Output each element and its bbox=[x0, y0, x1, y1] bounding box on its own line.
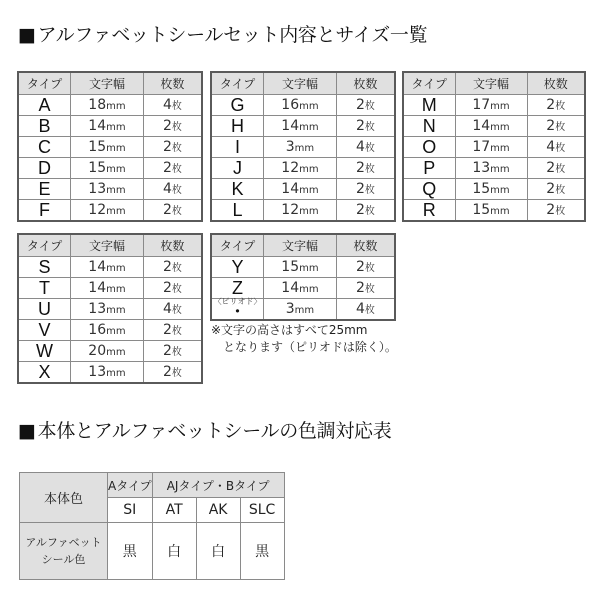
width-cell bbox=[71, 320, 144, 341]
width-cell bbox=[264, 158, 337, 179]
width-unit: mm bbox=[299, 122, 319, 133]
count-unit: 枚 bbox=[364, 284, 375, 295]
count-unit: 枚 bbox=[171, 206, 182, 217]
count-cell bbox=[143, 200, 202, 222]
letter-glyph: V bbox=[38, 320, 51, 340]
count-value: 2 bbox=[162, 259, 172, 275]
count-value: 4 bbox=[162, 181, 172, 197]
section-title-colors bbox=[18, 416, 391, 443]
width-unit: mm bbox=[106, 164, 126, 175]
width-unit: mm bbox=[106, 263, 126, 274]
count-cell bbox=[143, 158, 202, 179]
count-cell bbox=[336, 200, 395, 222]
count-cell bbox=[336, 158, 395, 179]
width-value: 14 bbox=[281, 280, 300, 296]
count-unit: 枚 bbox=[555, 143, 566, 154]
count-cell bbox=[143, 278, 202, 299]
letter-cell bbox=[18, 341, 71, 362]
count-unit: 枚 bbox=[171, 305, 182, 316]
width-unit: mm bbox=[106, 326, 126, 337]
width-cell bbox=[455, 137, 527, 158]
table-row bbox=[18, 200, 202, 222]
letter-cell bbox=[211, 299, 264, 321]
code-si: SI bbox=[108, 498, 153, 523]
count-cell bbox=[143, 137, 202, 158]
table-row bbox=[18, 179, 202, 200]
width-cell bbox=[71, 278, 144, 299]
width-unit: mm bbox=[490, 164, 510, 175]
letter-glyph: I bbox=[235, 137, 241, 157]
header-type-a: Aタイプ bbox=[108, 473, 153, 498]
letter-cell bbox=[18, 362, 71, 384]
count-cell bbox=[336, 299, 395, 321]
count-value: 2 bbox=[355, 259, 365, 275]
count-unit: 枚 bbox=[555, 206, 566, 217]
width-value: 15 bbox=[88, 160, 107, 176]
table-row bbox=[18, 158, 202, 179]
letter-glyph: J bbox=[233, 158, 243, 178]
width-cell bbox=[71, 179, 144, 200]
count-value: 2 bbox=[546, 118, 556, 134]
count-value: 4 bbox=[546, 139, 556, 155]
header-type: タイプ bbox=[18, 72, 71, 95]
count-unit: 枚 bbox=[364, 101, 375, 112]
letter-cell bbox=[403, 95, 455, 116]
width-cell bbox=[264, 200, 337, 222]
letter-cell bbox=[18, 299, 71, 320]
section-title-text: 本体とアルファベットシールの色調対応表 bbox=[37, 420, 392, 442]
letter-glyph: E bbox=[38, 179, 51, 199]
header-type: タイプ bbox=[211, 234, 264, 257]
count-unit: 枚 bbox=[171, 326, 182, 337]
width-cell bbox=[71, 257, 144, 278]
width-cell bbox=[455, 116, 527, 137]
letter-cell bbox=[403, 116, 455, 137]
header-type: タイプ bbox=[211, 72, 264, 95]
letter-glyph: Z bbox=[232, 278, 244, 298]
table-row bbox=[211, 158, 395, 179]
count-value: 2 bbox=[162, 118, 172, 134]
width-cell bbox=[71, 341, 144, 362]
width-cell bbox=[455, 200, 527, 222]
width-value: 12 bbox=[281, 160, 300, 176]
width-cell bbox=[71, 116, 144, 137]
width-unit: mm bbox=[490, 122, 510, 133]
count-value: 2 bbox=[355, 118, 365, 134]
table-row bbox=[18, 341, 202, 362]
width-unit: mm bbox=[490, 143, 510, 154]
letter-cell bbox=[18, 200, 71, 222]
width-cell bbox=[71, 95, 144, 116]
width-value: 15 bbox=[472, 202, 491, 218]
count-cell bbox=[336, 278, 395, 299]
count-cell bbox=[143, 320, 202, 341]
count-value: 2 bbox=[355, 181, 365, 197]
width-value: 14 bbox=[472, 118, 491, 134]
letter-glyph: Y bbox=[231, 257, 244, 277]
letter-glyph: U bbox=[38, 299, 52, 319]
width-value: 12 bbox=[88, 202, 107, 218]
count-value: 2 bbox=[162, 364, 172, 380]
code-at: AT bbox=[152, 498, 196, 523]
letter-cell bbox=[211, 179, 264, 200]
count-cell bbox=[527, 158, 585, 179]
width-unit: mm bbox=[294, 143, 315, 154]
letter-cell bbox=[18, 257, 71, 278]
letter-cell bbox=[403, 137, 455, 158]
table-row bbox=[403, 137, 585, 158]
count-cell bbox=[143, 341, 202, 362]
count-cell bbox=[527, 137, 585, 158]
count-unit: 枚 bbox=[171, 347, 182, 358]
width-value: 14 bbox=[281, 118, 300, 134]
header-width: 文字幅 bbox=[71, 234, 144, 257]
count-unit: 枚 bbox=[171, 122, 182, 133]
count-cell bbox=[336, 116, 395, 137]
section-title-sizes bbox=[18, 20, 427, 47]
code-ak: AK bbox=[196, 498, 240, 523]
letter-glyph: O bbox=[422, 137, 437, 157]
table-row bbox=[18, 257, 202, 278]
count-unit: 枚 bbox=[364, 206, 375, 217]
count-value: 2 bbox=[355, 202, 365, 218]
table-row bbox=[18, 278, 202, 299]
count-unit: 枚 bbox=[364, 185, 375, 196]
letter-glyph: P bbox=[423, 158, 436, 178]
width-value: 13 bbox=[88, 181, 107, 197]
sticker-table-g-l bbox=[210, 71, 396, 222]
color-correspondence-table bbox=[19, 472, 285, 580]
table-row bbox=[211, 95, 395, 116]
width-unit: mm bbox=[490, 206, 510, 217]
letter-cell bbox=[18, 278, 71, 299]
width-cell bbox=[455, 179, 527, 200]
count-unit: 枚 bbox=[555, 164, 566, 175]
width-cell bbox=[71, 362, 144, 384]
width-value: 18 bbox=[88, 97, 107, 113]
table-row bbox=[403, 95, 585, 116]
letter-glyph: X bbox=[38, 362, 51, 382]
width-cell bbox=[264, 137, 337, 158]
letter-cell bbox=[18, 137, 71, 158]
width-value: 16 bbox=[88, 322, 107, 338]
header-width: 文字幅 bbox=[264, 72, 337, 95]
count-unit: 枚 bbox=[555, 122, 566, 133]
header-count: 枚数 bbox=[527, 72, 585, 95]
width-cell bbox=[264, 278, 337, 299]
letter-cell bbox=[403, 179, 455, 200]
letter-cell bbox=[403, 158, 455, 179]
width-unit: mm bbox=[106, 347, 126, 358]
width-unit: mm bbox=[106, 185, 126, 196]
table-row bbox=[211, 278, 395, 299]
table-row bbox=[211, 179, 395, 200]
width-unit: mm bbox=[106, 143, 126, 154]
count-cell bbox=[143, 179, 202, 200]
width-value: 20 bbox=[88, 343, 107, 359]
count-value: 2 bbox=[355, 97, 365, 113]
width-value: 17 bbox=[472, 97, 491, 113]
count-value: 2 bbox=[355, 160, 365, 176]
header-body-color: 本体色 bbox=[20, 473, 108, 523]
count-value: 2 bbox=[162, 202, 172, 218]
table-row bbox=[403, 116, 585, 137]
width-cell bbox=[264, 299, 337, 321]
table-row bbox=[211, 257, 395, 278]
count-cell bbox=[143, 257, 202, 278]
table-row bbox=[18, 320, 202, 341]
width-cell bbox=[264, 179, 337, 200]
note-line-1: ※文字の高さはすべて25mm bbox=[211, 323, 368, 337]
letter-glyph: C bbox=[38, 137, 52, 157]
header-type: タイプ bbox=[18, 234, 71, 257]
width-unit: mm bbox=[299, 284, 319, 295]
height-note bbox=[211, 322, 397, 356]
letter-glyph: M bbox=[421, 95, 437, 115]
count-cell bbox=[143, 362, 202, 384]
table-row bbox=[403, 158, 585, 179]
row-label-sticker-color bbox=[20, 523, 108, 580]
width-value: 15 bbox=[472, 181, 491, 197]
header-type-aj-b: AJタイプ・Bタイプ bbox=[152, 473, 284, 498]
count-unit: 枚 bbox=[171, 185, 182, 196]
letter-cell bbox=[211, 278, 264, 299]
count-unit: 枚 bbox=[171, 101, 182, 112]
count-cell bbox=[336, 95, 395, 116]
letter-cell bbox=[18, 158, 71, 179]
count-value: 2 bbox=[162, 139, 172, 155]
count-unit: 枚 bbox=[364, 122, 375, 133]
letter-glyph: ・ bbox=[228, 302, 247, 322]
count-unit: 枚 bbox=[364, 143, 375, 154]
count-value: 4 bbox=[355, 301, 365, 317]
header-type: タイプ bbox=[403, 72, 455, 95]
letter-glyph: R bbox=[422, 200, 436, 220]
letter-cell bbox=[18, 116, 71, 137]
letter-glyph: T bbox=[39, 278, 51, 298]
count-value: 2 bbox=[546, 202, 556, 218]
width-value: 15 bbox=[281, 259, 300, 275]
width-value: 14 bbox=[88, 280, 107, 296]
count-value: 4 bbox=[162, 97, 172, 113]
color-at: 白 bbox=[152, 523, 196, 580]
letter-glyph: S bbox=[38, 257, 51, 277]
width-cell bbox=[455, 158, 527, 179]
table-row bbox=[18, 116, 202, 137]
letter-cell bbox=[211, 158, 264, 179]
header-count: 枚数 bbox=[143, 234, 202, 257]
count-unit: 枚 bbox=[171, 284, 182, 295]
header-count: 枚数 bbox=[336, 234, 395, 257]
width-unit: mm bbox=[294, 305, 315, 316]
count-unit: 枚 bbox=[364, 263, 375, 274]
letter-glyph: W bbox=[36, 341, 54, 361]
width-unit: mm bbox=[299, 206, 319, 217]
count-cell bbox=[527, 179, 585, 200]
letter-cell bbox=[18, 320, 71, 341]
letter-cell bbox=[18, 179, 71, 200]
width-value: 3 bbox=[285, 139, 295, 155]
width-value: 15 bbox=[88, 139, 107, 155]
header-count: 枚数 bbox=[336, 72, 395, 95]
count-unit: 枚 bbox=[171, 143, 182, 154]
square-bullet-icon: ■ bbox=[18, 24, 36, 46]
count-value: 2 bbox=[546, 97, 556, 113]
count-unit: 枚 bbox=[555, 185, 566, 196]
count-value: 2 bbox=[162, 322, 172, 338]
letter-glyph: G bbox=[230, 95, 245, 115]
width-unit: mm bbox=[299, 185, 319, 196]
letter-glyph: H bbox=[231, 116, 245, 136]
letter-glyph: F bbox=[39, 200, 51, 220]
width-value: 17 bbox=[472, 139, 491, 155]
code-slc: SLC bbox=[240, 498, 284, 523]
width-unit: mm bbox=[299, 164, 319, 175]
count-value: 4 bbox=[355, 139, 365, 155]
count-value: 2 bbox=[355, 280, 365, 296]
table-row bbox=[18, 362, 202, 384]
letter-glyph: B bbox=[38, 116, 51, 136]
width-value: 14 bbox=[88, 118, 107, 134]
count-cell bbox=[336, 179, 395, 200]
width-unit: mm bbox=[299, 263, 319, 274]
count-cell bbox=[336, 257, 395, 278]
width-cell bbox=[71, 200, 144, 222]
count-value: 2 bbox=[546, 181, 556, 197]
note-line-2: となります（ピリオドは除く）。 bbox=[223, 340, 397, 354]
width-value: 12 bbox=[281, 202, 300, 218]
letter-glyph: K bbox=[231, 179, 244, 199]
table-row bbox=[403, 200, 585, 222]
sticker-table-y-period bbox=[210, 233, 396, 321]
table-row bbox=[18, 137, 202, 158]
section-title-text: アルファベットシールセット内容とサイズ一覧 bbox=[37, 24, 428, 46]
table-row bbox=[211, 137, 395, 158]
width-value: 14 bbox=[88, 259, 107, 275]
count-cell bbox=[336, 137, 395, 158]
letter-cell bbox=[211, 137, 264, 158]
letter-glyph: D bbox=[38, 158, 52, 178]
table-row bbox=[211, 299, 395, 321]
count-value: 2 bbox=[162, 343, 172, 359]
width-unit: mm bbox=[106, 101, 126, 112]
count-value: 2 bbox=[162, 160, 172, 176]
width-value: 3 bbox=[285, 301, 295, 317]
width-value: 13 bbox=[88, 301, 107, 317]
header-width: 文字幅 bbox=[71, 72, 144, 95]
square-bullet-icon: ■ bbox=[18, 420, 36, 442]
width-unit: mm bbox=[106, 284, 126, 295]
count-value: 4 bbox=[162, 301, 172, 317]
table-row bbox=[211, 116, 395, 137]
letter-glyph: A bbox=[38, 95, 51, 115]
letter-cell bbox=[211, 200, 264, 222]
width-value: 16 bbox=[281, 97, 300, 113]
header-width: 文字幅 bbox=[455, 72, 527, 95]
count-value: 2 bbox=[162, 280, 172, 296]
count-cell bbox=[527, 200, 585, 222]
letter-glyph: N bbox=[422, 116, 436, 136]
letter-glyph: Q bbox=[422, 179, 437, 199]
width-cell bbox=[455, 95, 527, 116]
letter-sub-label: 〈ピリオド〉 bbox=[213, 297, 262, 306]
count-cell bbox=[527, 116, 585, 137]
count-cell bbox=[143, 299, 202, 320]
color-ak: 白 bbox=[196, 523, 240, 580]
table-row bbox=[18, 95, 202, 116]
width-unit: mm bbox=[106, 206, 126, 217]
count-unit: 枚 bbox=[171, 368, 182, 379]
count-unit: 枚 bbox=[171, 164, 182, 175]
width-cell bbox=[264, 116, 337, 137]
header-count: 枚数 bbox=[143, 72, 202, 95]
width-unit: mm bbox=[490, 101, 510, 112]
color-slc: 黒 bbox=[240, 523, 284, 580]
width-value: 13 bbox=[88, 364, 107, 380]
width-unit: mm bbox=[106, 368, 126, 379]
width-cell bbox=[71, 158, 144, 179]
width-cell bbox=[264, 257, 337, 278]
width-unit: mm bbox=[106, 305, 126, 316]
letter-cell bbox=[18, 95, 71, 116]
row-label-line-1: アルファベット bbox=[25, 536, 102, 549]
letter-cell bbox=[211, 95, 264, 116]
count-unit: 枚 bbox=[364, 305, 375, 316]
letter-cell bbox=[403, 200, 455, 222]
sticker-table-a-f bbox=[17, 71, 203, 222]
count-unit: 枚 bbox=[364, 164, 375, 175]
count-cell bbox=[143, 116, 202, 137]
count-unit: 枚 bbox=[555, 101, 566, 112]
sticker-table-s-x bbox=[17, 233, 203, 384]
count-value: 2 bbox=[546, 160, 556, 176]
color-si: 黒 bbox=[108, 523, 153, 580]
sticker-table-m-r bbox=[402, 71, 586, 222]
width-cell bbox=[71, 137, 144, 158]
count-cell bbox=[527, 95, 585, 116]
letter-glyph: L bbox=[232, 200, 243, 220]
width-value: 14 bbox=[281, 181, 300, 197]
width-unit: mm bbox=[299, 101, 319, 112]
letter-cell bbox=[211, 116, 264, 137]
width-value: 13 bbox=[472, 160, 491, 176]
table-row bbox=[211, 200, 395, 222]
header-width: 文字幅 bbox=[264, 234, 337, 257]
row-label-line-2: シール色 bbox=[41, 553, 86, 566]
letter-cell bbox=[211, 257, 264, 278]
width-unit: mm bbox=[106, 122, 126, 133]
count-unit: 枚 bbox=[171, 263, 182, 274]
table-row bbox=[403, 179, 585, 200]
width-cell bbox=[264, 95, 337, 116]
width-cell bbox=[71, 299, 144, 320]
table-row bbox=[18, 299, 202, 320]
count-cell bbox=[143, 95, 202, 116]
width-unit: mm bbox=[490, 185, 510, 196]
